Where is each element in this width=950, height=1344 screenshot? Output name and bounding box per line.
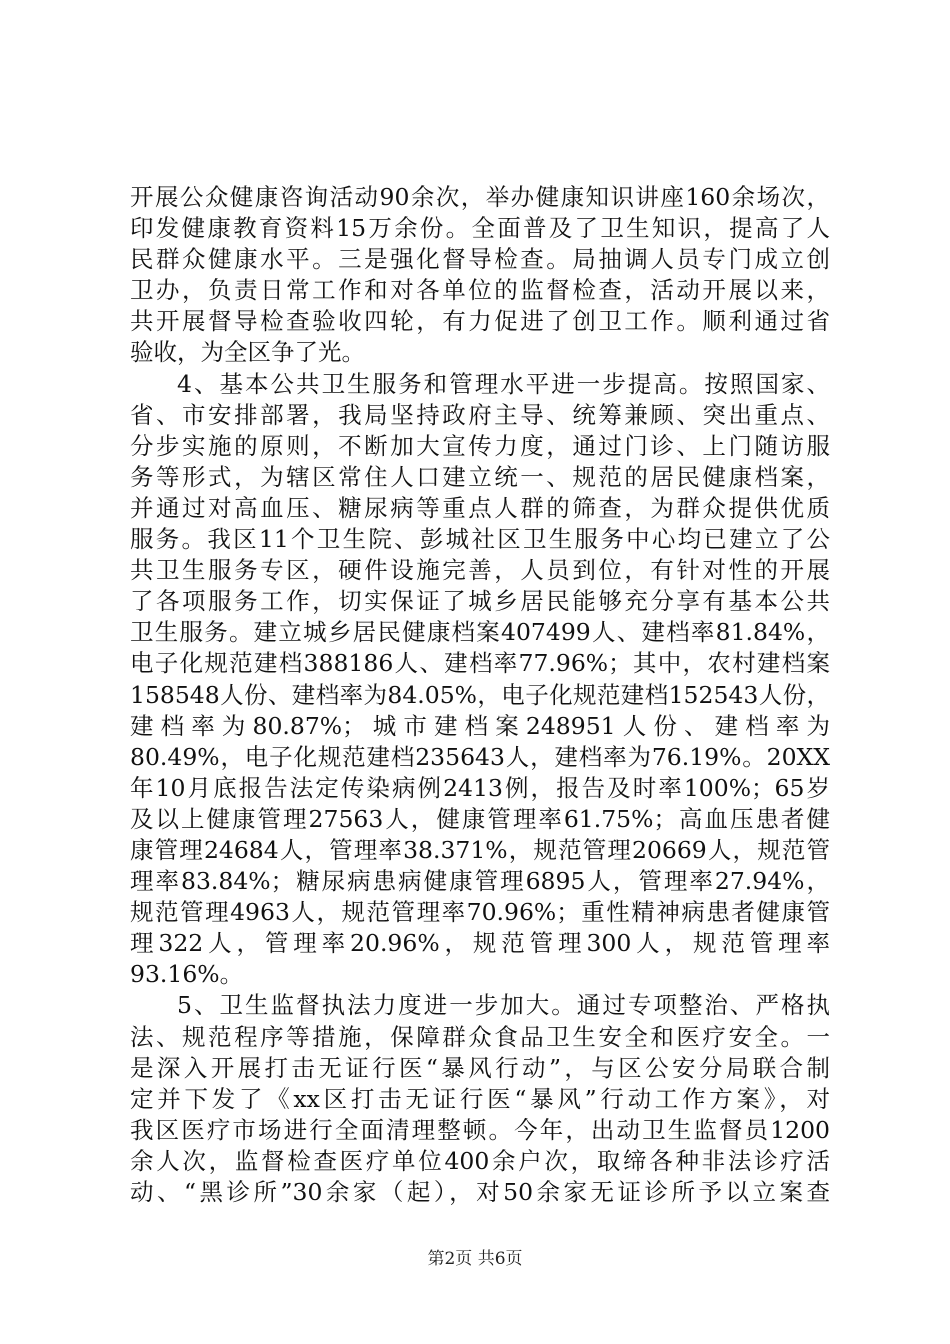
text-line: 印发健康教育资料15万余份。全面普及了卫生知识，提高了人 (130, 214, 830, 243)
text-line: 服务。我区11个卫生院、彭城社区卫生服务中心均已建立了公 (130, 525, 830, 554)
text-line: 省、市安排部署，我局坚持政府主导、统筹兼顾、突出重点、 (130, 400, 830, 429)
page-number-indicator: 第2页 共6页 (427, 1249, 523, 1269)
text-line: 验收，为全区争了光。 (130, 338, 365, 367)
text-line: 93.16%。 (130, 960, 244, 989)
text-line: 了各项服务工作，切实保证了城乡居民能够充分享有基本公共 (130, 587, 830, 616)
text-line: 分步实施的原则，不断加大宣传力度，通过门诊、上门随访服 (130, 431, 830, 460)
text-line: 建档率为80.87%；城市建档案248951人份、建档率为 (130, 711, 830, 740)
paragraph-1 (130, 182, 830, 369)
text-line: 法、规范程序等措施，保障群众食品卫生安全和医疗安全。一 (130, 1022, 830, 1051)
text-line: 理322人，管理率20.96%，规范管理300人，规范管理率 (130, 929, 830, 958)
text-line: 电子化规范建档388186人、建档率77.96%；其中，农村建档案 (130, 649, 830, 678)
text-line: 规范管理4963人，规范管理率70.96%；重性精神病患者健康管 (130, 898, 830, 927)
text-line: 158548人份、建档率为84.05%，电子化规范建档152543人份， (130, 680, 830, 709)
text-line: 定并下发了《xx区打击无证行医“暴风”行动工作方案》，对 (130, 1084, 830, 1113)
text-line: 共卫生服务专区，硬件设施完善，人员到位，有针对性的开展 (130, 556, 830, 585)
page-footer (0, 1244, 950, 1269)
text-line: 康管理24684人，管理率38.371%，规范管理20669人，规范管 (130, 835, 830, 864)
text-line: 开展公众健康咨询活动90余次，举办健康知识讲座160余场次， (130, 183, 830, 211)
text-line: 4、基本公共卫生服务和管理水平进一步提高。按照国家、 (177, 369, 830, 398)
text-line: 是深入开展打击无证行医“暴风行动”，与区公安分局联合制 (130, 1053, 830, 1082)
text-line: 理率83.84%；糖尿病患病健康管理6895人，管理率27.94%， (130, 867, 830, 896)
text-line: 共开展督导检查验收四轮，有力促进了创卫工作。顺利通过省 (130, 307, 830, 336)
text-line: 5、卫生监督执法力度进一步加大。通过专项整治、严格执 (177, 991, 830, 1020)
text-line: 并通过对高血压、糖尿病等重点人群的筛查，为群众提供优质 (130, 493, 830, 522)
text-line: 卫办，负责日常工作和对各单位的监督检查，活动开展以来， (130, 276, 830, 305)
paragraph-3 (130, 990, 830, 1208)
document-body (130, 182, 830, 1208)
text-line: 民群众健康水平。三是强化督导检查。局抽调人员专门成立创 (130, 245, 830, 274)
text-line: 动、“黑诊所”30余家（起），对50余家无证诊所予以立案查 (130, 1178, 830, 1206)
text-line: 年10月底报告法定传染病例2413例，报告及时率100%；65岁 (130, 773, 830, 802)
text-line: 我区医疗市场进行全面清理整顿。今年，出动卫生监督员1200 (130, 1115, 830, 1144)
text-line: 及以上健康管理27563人，健康管理率61.75%；高血压患者健 (130, 804, 830, 833)
text-line: 80.49%，电子化规范建档235643人，建档率为76.19%。20XX (130, 742, 830, 771)
text-line: 务等形式，为辖区常住人口建立统一、规范的居民健康档案， (130, 462, 830, 491)
paragraph-2 (130, 369, 830, 991)
text-line: 卫生服务。建立城乡居民健康档案407499人、建档率81.84%， (130, 618, 830, 647)
text-line: 余人次，监督检查医疗单位400余户次，取缔各种非法诊疗活 (130, 1146, 830, 1175)
